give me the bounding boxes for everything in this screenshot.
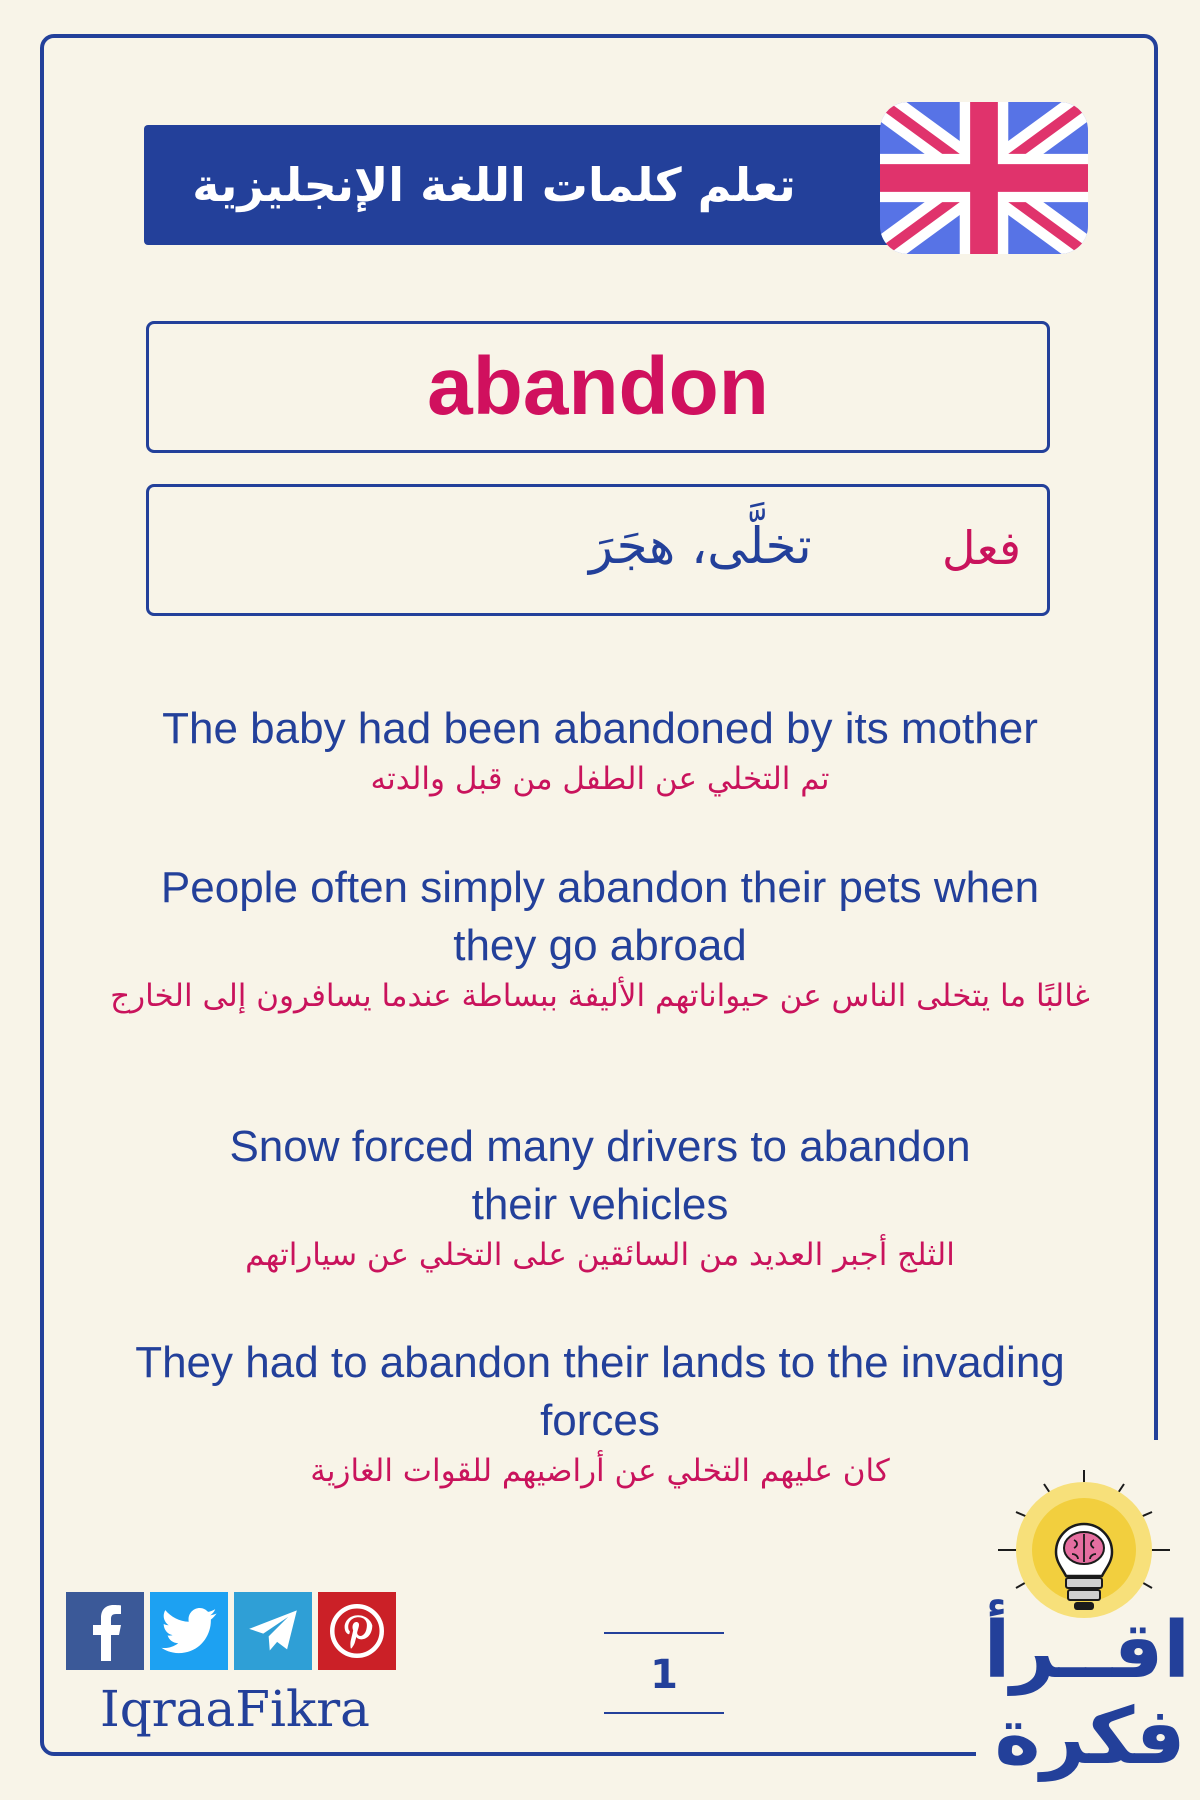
example-3 bbox=[70, 1118, 1130, 1276]
facebook-icon[interactable] bbox=[66, 1592, 144, 1670]
example-arabic: الثلج أجبر العديد من السائقين على التخلي عن سياراتهم bbox=[245, 1237, 955, 1273]
telegram-icon[interactable] bbox=[234, 1592, 312, 1670]
page-number: 1 bbox=[650, 1652, 678, 1698]
page-number-bottom-line bbox=[604, 1712, 724, 1714]
example-4 bbox=[70, 1334, 1130, 1492]
social-links bbox=[66, 1592, 396, 1670]
english-word: abandon bbox=[427, 341, 769, 432]
example-english: People often simply abandon their pets when they go abroad bbox=[160, 863, 1040, 970]
word-box bbox=[146, 321, 1050, 453]
meaning-box bbox=[146, 484, 1050, 616]
example-english: The baby had been abandoned by its mother bbox=[162, 704, 1038, 753]
twitter-icon[interactable] bbox=[150, 1592, 228, 1670]
example-arabic: تم التخلي عن الطفل من قبل والدته bbox=[370, 761, 830, 797]
uk-flag-icon bbox=[880, 102, 1088, 254]
example-arabic: كان عليهم التخلي عن أراضيهم للقوات الغازية bbox=[310, 1453, 890, 1489]
pinterest-icon[interactable] bbox=[318, 1592, 396, 1670]
example-1 bbox=[70, 700, 1130, 800]
example-2 bbox=[70, 859, 1130, 1017]
page-number-top-line bbox=[604, 1632, 724, 1634]
example-english: Snow forced many drivers to abandon their vehicles bbox=[229, 1122, 971, 1229]
example-arabic: غالبًا ما يتخلى الناس عن حيواناتهم الأليفة ببساطة عندما يسافرون إلى الخارج bbox=[110, 978, 1090, 1014]
logo-text: اقــرأ فكرة bbox=[983, 1606, 1190, 1782]
arabic-meaning: تخلَّى، هجَرَ bbox=[589, 517, 812, 575]
page-title: تعلم كلمات اللغة الإنجليزية bbox=[192, 158, 796, 212]
title-banner bbox=[144, 125, 924, 245]
example-english: They had to abandon their lands to the invading forces bbox=[135, 1338, 1065, 1445]
part-of-speech: فعل bbox=[941, 521, 1021, 575]
brand-name: IqraaFikra bbox=[100, 1680, 370, 1738]
